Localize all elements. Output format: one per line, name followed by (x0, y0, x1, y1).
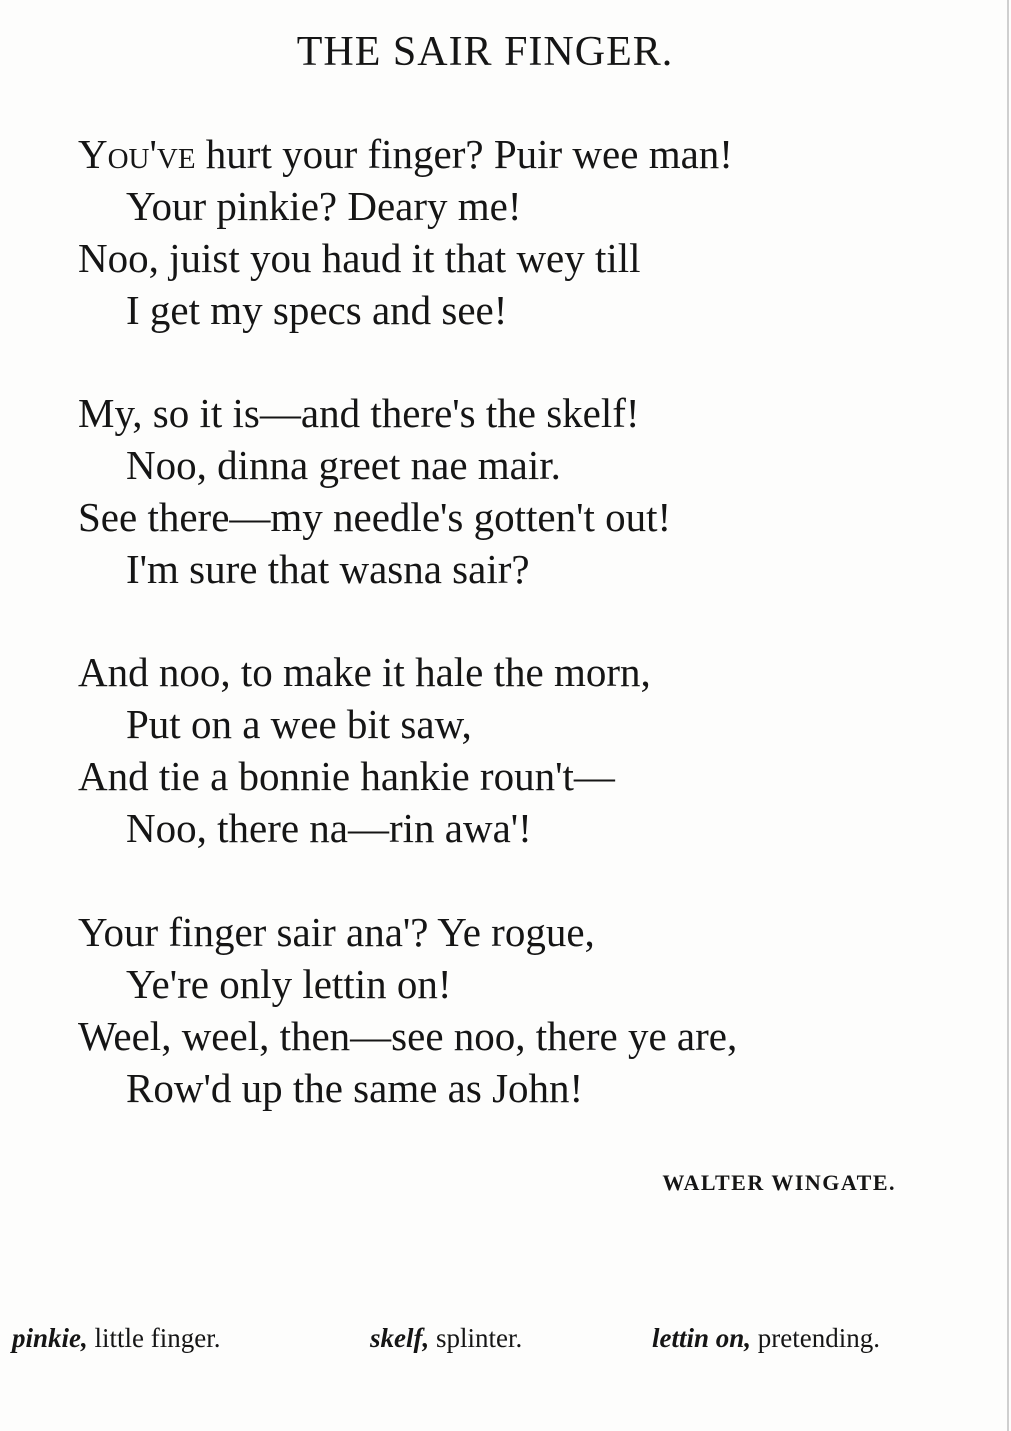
glossary-meaning: splinter. (429, 1323, 523, 1353)
stanza-1-line-4: I get my specs and see! (126, 287, 508, 333)
stanza-1-line-1 (78, 128, 733, 180)
stanza-4-line-3: Weel, weel, then—see noo, there ye are, (78, 1013, 738, 1059)
glossary-term: skelf, (370, 1323, 430, 1353)
stanza-3-line-1: And noo, to make it hale the morn, (78, 649, 651, 695)
glossary-entry-lettin-on (652, 1318, 880, 1358)
stanza-3 (78, 646, 651, 854)
author-signature: WALTER WINGATE. (662, 1170, 896, 1195)
stanza-4-line-2: Ye're only lettin on! (126, 961, 452, 1007)
stanza-2-line-4: I'm sure that wasna sair? (126, 546, 530, 592)
stanza-1 (78, 128, 733, 336)
stanza-2 (78, 387, 671, 595)
stanza-1-line-3: Noo, juist you haud it that wey till (78, 235, 641, 281)
stanza-2-line-1: My, so it is—and there's the skelf! (78, 390, 640, 436)
stanza-3-line-2: Put on a wee bit saw, (126, 701, 472, 747)
stanza-4-line-1: Your finger sair ana'? Ye rogue, (78, 909, 595, 955)
stanza-2-line-2: Noo, dinna greet nae mair. (126, 442, 561, 488)
stanza-4 (78, 906, 737, 1114)
stanza-3-line-3: And tie a bonnie hankie roun't— (78, 753, 615, 799)
glossary-entry-pinkie (12, 1318, 221, 1358)
glossary-meaning: pretending. (751, 1323, 880, 1353)
stanza-2-line-3: See there—my needle's gotten't out! (78, 494, 672, 540)
stanza-4-line-4: Row'd up the same as John! (126, 1065, 584, 1111)
stanza-1-line-2: Your pinkie? Deary me! (126, 183, 522, 229)
stanza-3-line-4: Noo, there na—rin awa'! (126, 805, 532, 851)
glossary-meaning: little finger. (87, 1323, 221, 1353)
glossary-term: pinkie, (12, 1323, 88, 1353)
glossary-entry-skelf (370, 1318, 522, 1358)
poem-title: THE SAIR FINGER. (296, 29, 674, 75)
page-edge (1007, 0, 1009, 1431)
opening-line-rest: hurt your finger? Puir wee man! (195, 131, 733, 177)
opening-small-caps-word: You've (78, 131, 196, 177)
glossary-term: lettin on, (652, 1323, 752, 1353)
